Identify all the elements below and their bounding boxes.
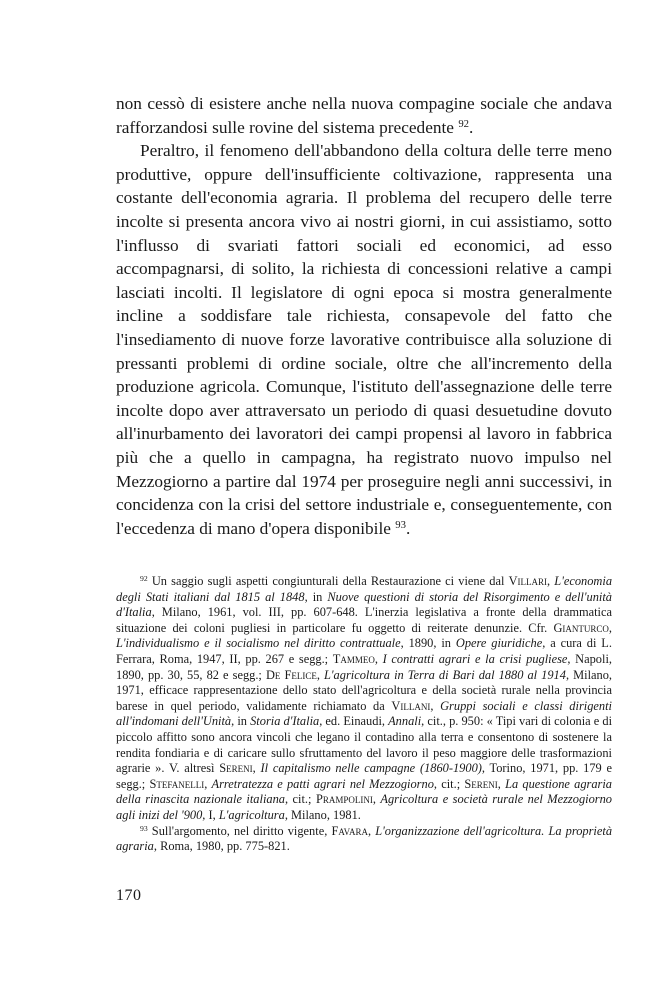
footnote-text: , ed. Einaudi, <box>319 714 389 729</box>
footnote-text: , <box>497 776 506 791</box>
title: La questione agraria della rinascita nazionale italiana <box>116 776 612 807</box>
footnote-92 <box>116 574 612 824</box>
footnote-text: , <box>372 792 381 807</box>
title: Arretratezza e patti agrari nel Mezzogiorno <box>211 776 434 791</box>
author: Villari <box>508 574 548 588</box>
title: L'agricoltura in Terra di Bari dal 1880 al 1914 <box>324 667 566 682</box>
footnote-text: , Milano, 1971, efficace rappresentazione dello stato dell'agricoltura e della società rurale nella provincia barese in quel periodo, validamente richiamato da <box>116 667 613 713</box>
title: Gruppi sociali e classi dirigenti all'indomani dell'Unità <box>116 698 612 729</box>
footnote-text: , Milano, 1961, vol. III, pp. 607-648. L'inerzia legislativa a fronte della drammatica situazione dei coloni pugliesi in particolare fu oggetto di reiterate denunzie. Cfr. <box>116 605 612 635</box>
title: Agricoltura e società rurale nel Mezzogiorno agli inizi del '900 <box>116 792 612 822</box>
footnote-text: , <box>316 667 325 682</box>
author: Gianturco <box>553 620 609 635</box>
footnote-text: Un saggio sugli aspetti congiunturali della Restaurazione ci viene dal <box>147 574 509 588</box>
footnote-text: , <box>430 698 441 713</box>
footnotes <box>116 574 612 855</box>
footnote-text: , cit.; <box>433 776 465 791</box>
title: Storia d'Italia <box>250 714 320 729</box>
author: Tammeo <box>332 651 375 666</box>
footnote-text: , Torino, 1971, pp. 179 e segg.; <box>116 761 612 791</box>
footnote-text: , Napoli, 1890, pp. 30, 55, 82 e segg.; <box>116 651 612 682</box>
title: L'individualismo e il socialismo nel diritto contrattuale <box>116 636 401 651</box>
footnote-text: , <box>608 620 612 635</box>
title: Il capitalismo nelle campagne (1860-1900) <box>260 761 482 776</box>
footnote-number: 92 <box>140 573 148 583</box>
footnote-text: , 1890, in <box>400 636 456 651</box>
footnote-text: , cit., p. 950: « Tipi vari di colonia e di piccolo affitto sono ancora vincoli che legano il contadino alla terra e consentono di sostenere la rendita fondiaria e di caricare sullo sfruttamento del lavoro il peso maggiore delle trasformazioni agrarie ». V. altresì <box>116 714 613 776</box>
footnote-text: Sull'argomento, nel diritto vigente, <box>147 823 332 838</box>
author: Sereni <box>464 776 498 791</box>
footnote-text: , Roma, 1980, pp. 775-821. <box>153 839 290 854</box>
author: De Felice <box>265 667 317 682</box>
footnote-text: , <box>252 761 261 776</box>
paragraph-1: non cessò di esistere anche nella nuova compagine sociale che andava rafforzandosi sulle rovine del sistema precedente $^{92}$. <box>116 94 612 137</box>
footnote-text: , I, <box>202 807 219 822</box>
title: L'organizzazione dell'agricoltura. La proprietà agraria <box>116 823 613 854</box>
title: L'economia degli Stati italiani dal 1815 al 1848 <box>116 574 613 604</box>
paragraph-2: Peraltro, il fenomeno dell'abbandono della coltura delle terre meno produttive, oppure dell'insufficiente coltivazione, rappresenta una costante dell'economia agraria. Il problema del recupero delle terre incolte si presenta ancora vivo ai nostri giorni, in cui assistiamo, sotto l'influsso di svariati fattori sociali ed economici, ad esso accompagnarsi, di solito, la richiesta di concessioni relative a campi lasciati incolti. Il legislatore di ogni epoca si mostra generalmente incline a soddisfare tale richiesta, consapevole del fatto che l'insediamento di nuove forze lavorative contribuisce alla soluzione di pressanti problemi di ordine sociale, oltre che all'incremento della produzione agricola. Comunque, l'istituto dell'assegnazione delle terre incolte dopo aver attraversato un periodo di quasi desuetudine dovuto all'inurbamento dei lavoratori dei campi propensi al lavoro in fabbrica più che a quello in campagna, ha registrato nuovo impulso nel Mezzogiorno a partire dal 1974 per proseguire negli anni successivi, in concidenza con la crisi del settore industriale e, conseguentemente, con l'eccedenza di mano d'opera disponibile $^{93}$. <box>116 141 612 538</box>
footnote-ref-92[interactable]: 92 <box>458 117 470 130</box>
author: Villani <box>391 698 431 713</box>
main-text <box>116 92 612 540</box>
title: Annali <box>388 714 422 729</box>
title: L'agricoltura <box>218 807 285 822</box>
title: Opere giuridiche <box>455 636 543 651</box>
footnote-text: , Milano, 1981. <box>284 807 361 822</box>
footnote-text: , a cura di L. Ferrara, Roma, 1947, II, pp. 267 e segg.; <box>116 636 612 666</box>
author: Favara <box>331 823 369 838</box>
footnote-ref-93[interactable]: 93 <box>395 518 406 531</box>
footnote-text: , <box>368 823 376 838</box>
author: Stefanelli <box>149 776 205 791</box>
title: Nuove questioni di storia del Risorgimento e dell'unità d'Italia <box>116 589 612 620</box>
footnote-text: , in <box>304 589 328 604</box>
footnote-text: , in <box>231 714 251 729</box>
footnote-number: 93 <box>140 823 148 833</box>
author: Prampolini <box>315 792 373 807</box>
page-number: 170 <box>116 887 142 904</box>
title: I contratti agrari e la crisi pugliese <box>382 651 568 666</box>
footnote-text: , <box>374 651 383 666</box>
author: Sereni <box>219 761 253 776</box>
footnote-93 <box>116 824 612 855</box>
footnote-text: , cit.; <box>284 792 316 807</box>
footnote-text: , <box>547 574 555 588</box>
footnote-text: , <box>204 776 212 791</box>
